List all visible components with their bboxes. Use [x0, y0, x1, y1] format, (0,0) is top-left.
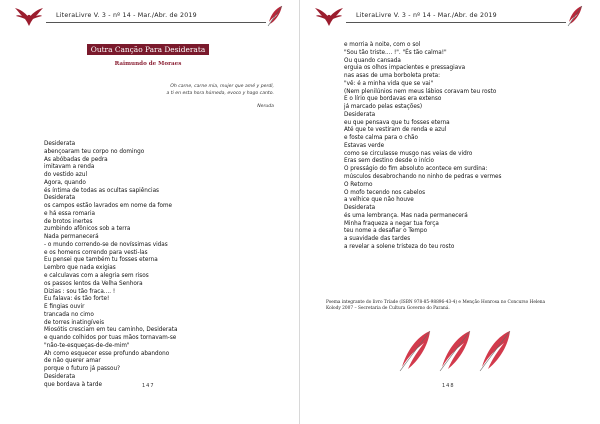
poem-line: zumbindo afônicos sob a terra: [44, 226, 131, 233]
poem-line: de brotos inertes: [44, 218, 93, 225]
feather-icon: [440, 331, 470, 371]
poem-line: Eu falava: és tão forte!: [44, 296, 110, 303]
poem-line: Lembro que nada exigias: [44, 265, 116, 272]
poem-line: és íntima de todas as ocultas sapiências: [44, 187, 160, 194]
header-text: LiteraLivre V. 3 - nº 14 - Mar./Abr. de 2019: [356, 12, 497, 19]
poem-line: já marcado pelas estações): [344, 104, 423, 111]
poem-line: "não-te-esqueças-de-de-mim": [44, 342, 130, 349]
left-page-header: [0, 5, 300, 27]
feather-icon: [480, 331, 510, 371]
feather-decoration-icon: [396, 327, 528, 373]
poem-line: (Nem plenilúnios nem meus lábios coravam teu rosto: [344, 88, 497, 95]
poem-line: Ah como esquecer esse profundo abandono: [44, 350, 170, 357]
poem-title: Outra Canção Para Desiderata: [87, 44, 209, 55]
epigraph: [114, 83, 274, 97]
poem-line: porque o futuro já passou?: [44, 366, 121, 373]
poem-line: do vestido azul: [44, 172, 88, 179]
poem-line: Dizias : sou tão fraca.... !: [44, 288, 116, 295]
poem-line: Estavas verde: [344, 142, 385, 149]
quill-feather-icon: [266, 5, 284, 27]
poem-line: a suavidade das tardes: [344, 236, 411, 243]
poem-line: imitavam a renda: [44, 164, 95, 171]
publication-note: Poema integrante do livro Tríade (ISBN 978-85-98896-43-4) e Menção Honrosa no Concurso Helena Kolody 2007 – Secretaria de Cultura Governo do Paraná.: [326, 300, 546, 311]
poem-line: a revelar a solene tristeza do teu rosto: [344, 243, 455, 250]
quill-feather-icon: [566, 5, 584, 27]
poem-line: Desiderata: [44, 195, 76, 202]
poem-line: E o lírio que bordavas era extenso: [344, 96, 442, 103]
poem-line: trancada no cimo: [44, 311, 94, 318]
page-number: 147: [142, 383, 155, 389]
poem-line: abençoaram teu corpo no domingo: [44, 148, 145, 155]
poem-line: e quando colhidos por tuas mãos tornavam-se: [44, 335, 177, 342]
poem-line: como se circulasse musgo nas veias de vidro: [344, 150, 473, 157]
header-text: LiteraLivre V. 3 - nº 14 - Mar./Abr. de 2019: [56, 12, 197, 19]
poem-line: Até que te vestiram de renda e azul: [344, 127, 447, 134]
epigraph-line: Oh carne, carne mia, mujer que amé y perdí,: [170, 84, 274, 89]
poem-line: de torres inatingíveis: [44, 319, 105, 326]
poem-line: os passos lentos da Velha Senhora: [44, 280, 143, 287]
poem-line: de não querer amar: [44, 358, 101, 365]
feather-icon: [400, 331, 430, 371]
poem-line: e morria à noite, com o sol: [344, 42, 421, 48]
poem-line: e os homens correndo para vesti-las: [44, 249, 148, 256]
eagle-logo-icon: [314, 6, 344, 28]
poem-line: Desiderata: [44, 373, 76, 380]
poem-line: e há essa romaria: [44, 210, 96, 217]
right-page: [300, 0, 600, 424]
page-number: 148: [442, 383, 455, 389]
poem-line: Eu pensei que também tu fosses eterna: [44, 257, 158, 264]
poem-line: Miosótis cresciam em teu caminho, Desiderata: [44, 327, 178, 334]
poem-line: Ou quando cansada: [344, 57, 401, 64]
epigraph-line: a ti en esta hora húmeda, evoco y hago canto.: [166, 91, 274, 96]
poem-line: músculos desabrochando no ninho de pedras e vermes: [344, 174, 502, 181]
header-rule: [346, 22, 566, 23]
poem-line: eu que pensava que tu fosses eterna: [344, 119, 450, 126]
poem-line: Desiderata: [44, 141, 76, 147]
poem-body-right: [344, 42, 501, 252]
poem-line: O presságio do fim absoluto acontece em surdina:: [344, 166, 488, 173]
poem-body-left: [44, 141, 177, 390]
poem-line: os campos estão lavrados em nome da fome: [44, 203, 173, 210]
poem-line: "vê: é a minha vida que se vai": [344, 80, 434, 87]
right-page-header: [300, 5, 600, 27]
poem-line: a velhice que não houve: [344, 197, 414, 204]
poem-line: Agora, quando: [44, 179, 86, 186]
poem-line: Minha fraqueza a negar tua força: [344, 220, 439, 227]
poem-line: que bordava à tarde: [44, 381, 102, 388]
poem-line: erguia os olhos impacientes e pressagiava: [344, 65, 466, 72]
poem-line: és uma lembrança. Mas nada permanecerá: [344, 212, 468, 219]
poem-line: - o mundo correndo-se de novíssimas vidas: [44, 241, 168, 248]
poem-line: "Sou tão triste.... !". "És tão calma!": [344, 49, 447, 56]
poem-line: O Retorno: [344, 181, 373, 188]
eagle-logo-icon: [14, 6, 44, 28]
poem-line: e calculavas com a alegria sem risos: [44, 273, 149, 280]
poem-line: E fingias ouvir: [44, 304, 85, 311]
poem-line: O mofo tecendo nos cabelos: [344, 189, 426, 196]
poem-line: Nada permanecerá: [44, 234, 99, 241]
epigraph-author: Neruda: [257, 104, 274, 109]
poem-line: Desiderata: [344, 111, 376, 118]
poem-line: teu nome a desafiar o Tempo: [344, 228, 428, 235]
header-rule: [46, 22, 266, 23]
poem-line: Desiderata: [344, 205, 376, 212]
poem-author: Raimundo de Moraes: [114, 61, 182, 67]
poem-line: e foste calma para o chão: [344, 135, 419, 142]
poem-line: Eras sem destino desde o início: [344, 158, 435, 165]
poem-line: nas asas de uma borboleta preta:: [344, 73, 440, 80]
poem-line: As abóbadas de pedra: [44, 156, 108, 163]
